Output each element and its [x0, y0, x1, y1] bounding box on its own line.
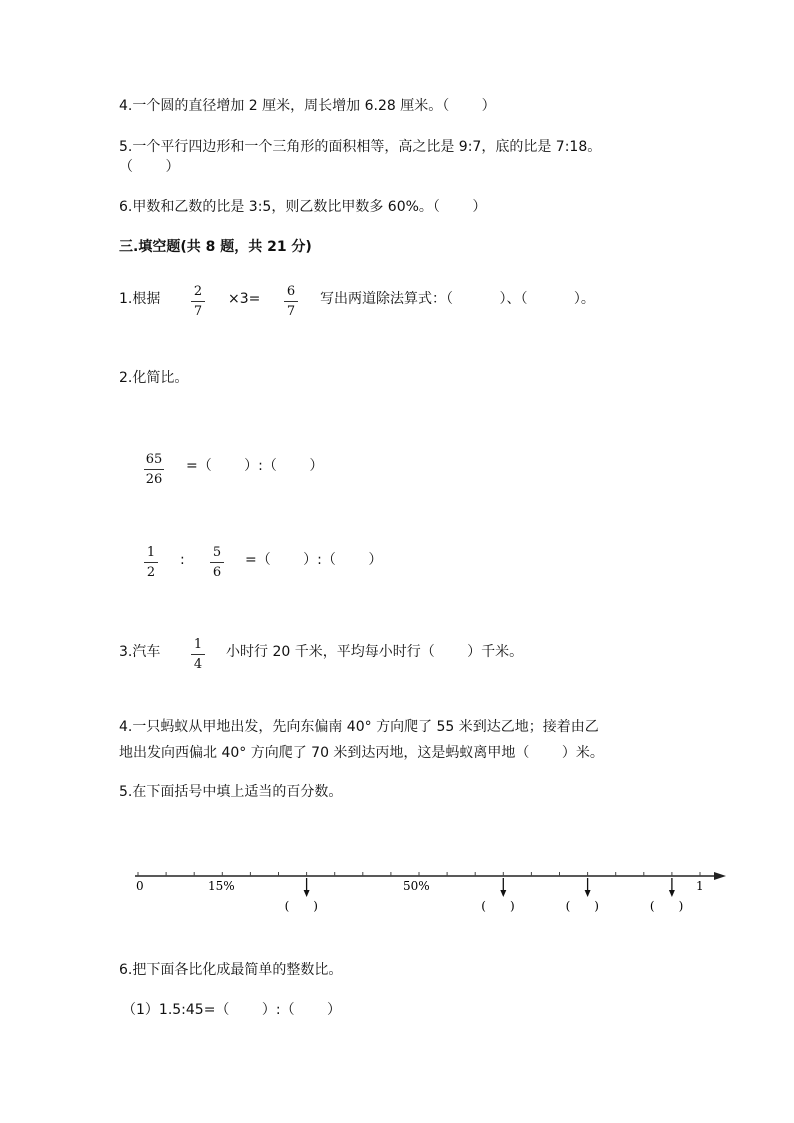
answer-blank: ( )	[284, 899, 318, 913]
fill-q2-colon: :	[180, 552, 185, 568]
fill-q2-row2-answer: =（ ）:（ ）	[245, 552, 383, 568]
fill-q5-title: 5.在下面括号中填上适当的百分数。	[119, 784, 343, 800]
fraction-denominator: 26	[145, 472, 163, 487]
fraction-numerator: 6	[286, 284, 296, 299]
number-line-pointer	[285, 878, 318, 913]
label-0: 0	[136, 879, 144, 893]
number-line	[0, 850, 794, 930]
section-title: 三.填空题(共 8 题，共 21 分)	[119, 239, 312, 255]
fill-q2-title: 2.化简比。	[119, 370, 189, 386]
answer-blank: ( )	[481, 899, 515, 913]
label-50-percent: 50%	[403, 879, 430, 893]
answer-blank: ( )	[649, 899, 684, 913]
fraction-denominator: 7	[286, 304, 296, 319]
fraction-numerator: 65	[145, 452, 163, 467]
fill-q1-times: ×3=	[228, 291, 261, 307]
fraction-bar	[144, 469, 164, 470]
fraction-bar	[210, 562, 224, 563]
fraction-bar	[144, 562, 158, 563]
fill-q1-fraction-1	[191, 284, 205, 319]
fraction-denominator: 6	[212, 565, 222, 580]
answer-blank: ( )	[565, 899, 599, 913]
fill-q1-suffix: 写出两道除法算式：（ ）、（ ）。	[320, 291, 595, 307]
fill-q2-fraction-1-2	[144, 545, 158, 580]
fraction-bar	[284, 301, 298, 302]
fraction-numerator: 1	[193, 637, 203, 652]
fill-q1-prefix: 1.根据	[119, 291, 161, 307]
fill-q4-line1: 4.一只蚂蚁从甲地出发，先向东偏南 40° 方向爬了 55 米到达乙地；接着由乙	[119, 719, 599, 735]
number-line-pointer	[566, 878, 599, 913]
judge-q4: 4.一个圆的直径增加 2 厘米，周长增加 6.28 厘米。（ ）	[119, 98, 496, 114]
number-line-arrowhead	[714, 872, 726, 880]
fill-q6-title: 6.把下面各比化成最简单的整数比。	[119, 962, 343, 978]
fill-q3-suffix: 小时行 20 千米，平均每小时行（ ）千米。	[226, 644, 524, 660]
fraction-numerator: 5	[212, 545, 222, 560]
label-1: 1	[696, 879, 704, 893]
fill-q2-fraction-65-26	[144, 452, 164, 487]
fraction-bar	[191, 301, 205, 302]
fraction-denominator: 7	[193, 304, 203, 319]
label-15-percent: 15%	[208, 879, 235, 893]
fill-q2-row1-answer: =（ ）:（ ）	[186, 458, 324, 474]
number-line-pointer	[481, 878, 514, 913]
fraction-numerator: 2	[193, 284, 203, 299]
fill-q1-fraction-2	[284, 284, 298, 319]
fill-q4-line2: 地出发向西偏北 40° 方向爬了 70 米到达丙地，这是蚂蚁离甲地（ ）米。	[119, 745, 604, 761]
fraction-denominator: 4	[193, 657, 203, 672]
judge-q5-line2: （ ）	[119, 159, 180, 175]
judge-q5-line1: 5.一个平行四边形和一个三角形的面积相等，高之比是 9:7，底的比是 7:18。	[119, 139, 602, 155]
judge-q6: 6.甲数和乙数的比是 3:5，则乙数比甲数多 60%。（ ）	[119, 199, 487, 215]
number-line-arrows	[285, 878, 684, 913]
fraction-bar	[191, 654, 205, 655]
number-line-pointer	[650, 878, 683, 913]
arrow-down-icon	[500, 890, 506, 897]
arrow-down-icon	[669, 890, 675, 897]
fill-q3-fraction	[191, 637, 205, 672]
fill-q6-item1: （1）1.5:45=（ ）:（ ）	[122, 1002, 342, 1018]
arrow-down-icon	[585, 890, 591, 897]
fill-q3-prefix: 3.汽车	[119, 644, 161, 660]
fraction-numerator: 1	[146, 545, 156, 560]
number-line-ticks	[138, 872, 700, 876]
fraction-denominator: 2	[146, 565, 156, 580]
fill-q2-fraction-5-6	[210, 545, 224, 580]
arrow-down-icon	[304, 890, 310, 897]
